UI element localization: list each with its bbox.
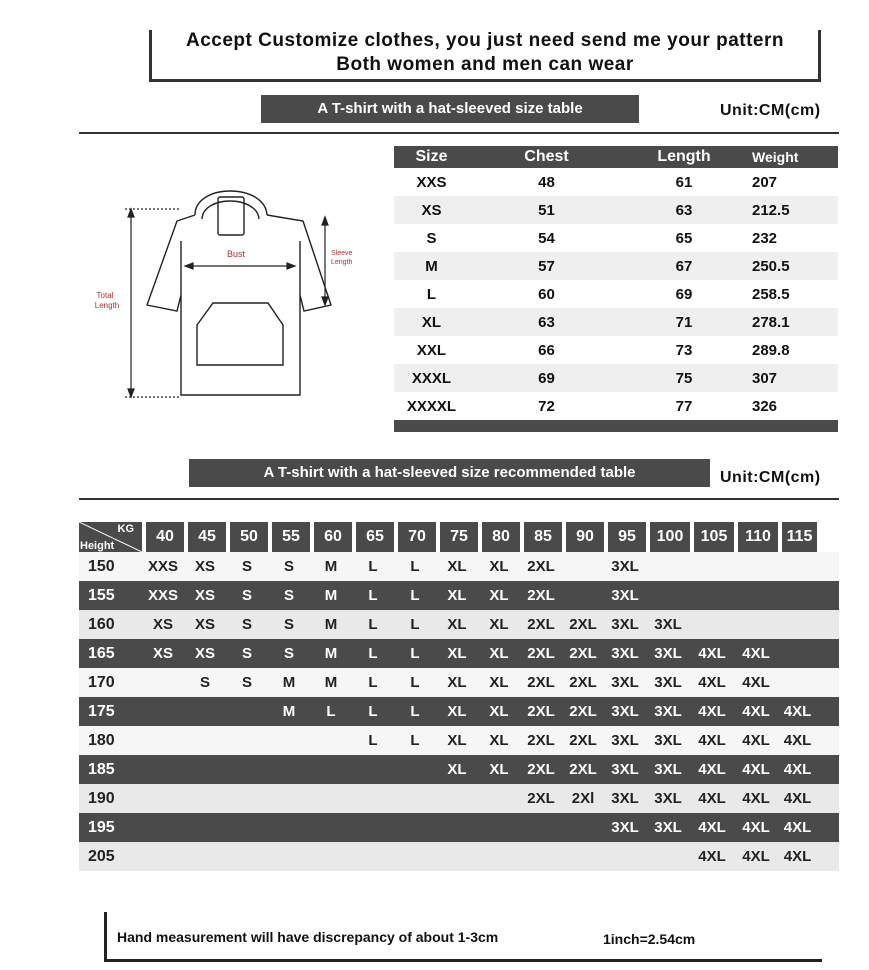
length-cell: 77 (675, 397, 693, 415)
size-cell: S (241, 558, 252, 575)
header-line-2: Both women and men can wear (336, 54, 634, 75)
height-cell: 175 (88, 702, 115, 720)
divider (79, 132, 839, 134)
size-row (394, 336, 838, 364)
size-cell: XXS (147, 587, 178, 604)
kg-header-cell: 55 (268, 522, 310, 552)
bust-label: Bust (226, 249, 246, 259)
header-box (149, 30, 821, 82)
size-cell: XL (421, 313, 442, 331)
height-cell: 180 (88, 731, 115, 749)
size-cell: XL (489, 587, 509, 604)
size-cell: 4XL (742, 819, 770, 836)
size-cell: XS (194, 645, 215, 662)
size-cell: 3XL (654, 790, 682, 807)
size-cell: XL (447, 703, 467, 720)
size-cell: 3XL (611, 616, 639, 633)
kg-header-cell: 75 (436, 522, 478, 552)
size-cell: XS (194, 587, 215, 604)
total-length-label-1: Total (96, 291, 114, 300)
size-cell: 4XL (783, 819, 812, 836)
size-cell: 4XL (698, 645, 726, 662)
size-cell: L (410, 674, 420, 691)
length-cell: 73 (675, 341, 693, 359)
kg-header-cell: 105 (690, 522, 734, 552)
length-cell: 61 (675, 173, 693, 191)
size-cell: 2XL (527, 587, 555, 604)
chest-cell: 72 (538, 397, 555, 415)
size-cell: XXS (416, 173, 447, 191)
length-cell: 71 (675, 313, 693, 331)
size-cell: M (324, 558, 338, 575)
size-cell: 4XL (698, 674, 726, 691)
size-table-footer-bar (394, 420, 838, 432)
size-cell: 2Xl (571, 790, 595, 807)
size-cell: L (426, 285, 437, 303)
weight-cell: 232 (752, 229, 778, 247)
height-label: Height (80, 540, 115, 552)
size-cell: M (282, 703, 296, 720)
size-cell: 4XL (698, 819, 726, 836)
size-cell: XL (489, 616, 509, 633)
size-cell: XL (489, 674, 509, 691)
size-cell: S (426, 229, 437, 247)
size-cell: S (283, 645, 294, 662)
sleeve-label-1: Sleeve (331, 250, 353, 257)
size-cell: 3XL (654, 761, 682, 778)
size-cell: XL (447, 732, 467, 749)
size-cell: L (368, 587, 378, 604)
size-cell: XL (489, 645, 509, 662)
size-cell: 4XL (742, 674, 770, 691)
size-cell: 4XL (698, 848, 726, 865)
size-cell: L (410, 616, 420, 633)
size-cell: 3XL (654, 703, 682, 720)
chest-cell: 57 (538, 257, 555, 275)
size-cell: 2XL (569, 761, 597, 778)
height-cell: 205 (88, 847, 115, 865)
size-cell: M (425, 257, 438, 275)
size-cell: 2XL (527, 674, 555, 691)
measurement-note: Hand measurement will have discrepancy of about 1-3cm (117, 929, 499, 945)
rec-table-title: A T-shirt with a hat-sleeved size recommended table (189, 459, 710, 487)
footer-box (104, 912, 822, 962)
sleeve-label-2: Length (331, 259, 353, 266)
size-row (394, 252, 838, 280)
size-cell: M (324, 645, 338, 662)
size-cell: L (410, 645, 420, 662)
size-cell: L (326, 703, 336, 720)
size-table-title: A T-shirt with a hat-sleeved size table (261, 95, 639, 123)
length-cell: 75 (675, 369, 693, 387)
size-cell: S (241, 674, 252, 691)
weight-cell: 307 (752, 369, 778, 387)
size-cell: L (368, 645, 378, 662)
size-cell: 3XL (654, 819, 682, 836)
weight-cell: 258.5 (752, 285, 790, 303)
weight-cell: 278.1 (752, 313, 790, 331)
size-cell: XL (489, 732, 509, 749)
size-cell: 4XL (742, 645, 770, 662)
size-cell: XS (421, 201, 442, 219)
col-chest-header: Chest (524, 148, 569, 165)
rec-table-row (79, 552, 839, 581)
chest-cell: 66 (538, 341, 555, 359)
total-length-label-2: Length (94, 301, 120, 310)
kg-header-cell: 95 (604, 522, 646, 552)
size-row (394, 280, 838, 308)
chest-cell: 51 (538, 201, 555, 219)
size-row (394, 392, 838, 420)
size-cell: 2XL (527, 703, 555, 720)
height-cell: 195 (88, 818, 115, 836)
size-cell: L (410, 732, 420, 749)
size-cell: 4XL (698, 790, 726, 807)
size-row (394, 196, 838, 224)
size-cell: 4XL (742, 732, 770, 749)
size-cell: 3XL (611, 587, 639, 604)
size-cell: XS (194, 616, 215, 633)
size-cell: S (241, 587, 252, 604)
size-cell: 3XL (611, 703, 639, 720)
rec-table-row (79, 755, 839, 784)
size-cell: XL (489, 703, 509, 720)
size-cell: 2XL (569, 674, 597, 691)
recommended-table (79, 522, 839, 871)
rec-table-row (79, 581, 839, 610)
size-cell: L (368, 703, 378, 720)
size-cell: 2XL (569, 645, 597, 662)
size-cell: XL (447, 558, 467, 575)
divider (79, 498, 839, 500)
size-cell: 4XL (783, 848, 812, 865)
kg-header-cell: 90 (562, 522, 604, 552)
size-cell: 2XL (527, 761, 555, 778)
kg-header-cell: 80 (478, 522, 520, 552)
kg-header-cell: 65 (352, 522, 394, 552)
size-cell: XL (489, 761, 509, 778)
kg-header-cell: 40 (142, 522, 184, 552)
size-cell: XXL (416, 341, 447, 359)
size-row (394, 364, 838, 392)
size-cell: XXXL (411, 369, 452, 387)
col-size-header: Size (415, 148, 448, 165)
header-line-1: Accept Customize clothes, you just need send me your pattern (185, 30, 784, 51)
length-cell: 65 (675, 229, 693, 247)
size-cell: M (324, 674, 338, 691)
rec-unit-label: Unit:CM(cm) (720, 469, 821, 486)
col-length-header: Length (657, 148, 711, 165)
size-cell: 2XL (527, 645, 555, 662)
size-cell: L (410, 703, 420, 720)
kg-header-cell: 110 (734, 522, 778, 552)
size-row (394, 308, 838, 336)
size-cell: XL (447, 761, 467, 778)
kg-header-cell: 60 (310, 522, 352, 552)
size-cell: XS (152, 616, 173, 633)
weight-cell: 207 (752, 173, 778, 191)
rec-table-header (79, 522, 839, 552)
size-cell: 3XL (654, 616, 682, 633)
kg-label: KG (117, 523, 134, 535)
size-cell: 2XL (569, 703, 597, 720)
length-cell: 69 (675, 285, 693, 303)
height-cell: 160 (88, 615, 115, 633)
rec-table-row (79, 610, 839, 639)
chest-cell: 69 (538, 369, 555, 387)
size-cell: 3XL (611, 645, 639, 662)
size-cell: XL (447, 587, 467, 604)
kg-header-cell: 115 (778, 522, 817, 552)
size-cell: XL (489, 558, 509, 575)
length-cell: 67 (675, 257, 693, 275)
height-cell: 190 (88, 789, 115, 807)
rec-table-row (79, 842, 839, 871)
height-cell: 155 (88, 586, 115, 604)
chest-cell: 54 (538, 229, 555, 247)
rec-table-row (79, 813, 839, 842)
hoodie-diagram (85, 175, 375, 405)
size-cell: 3XL (611, 819, 639, 836)
size-cell: 2XL (527, 558, 555, 575)
size-cell: L (410, 587, 420, 604)
rec-table-row (79, 726, 839, 755)
size-cell: 2XL (569, 616, 597, 633)
height-cell: 150 (88, 557, 115, 575)
size-cell: XL (447, 616, 467, 633)
rec-table-row (79, 639, 839, 668)
height-cell: 185 (88, 760, 115, 778)
size-cell: XS (152, 645, 173, 662)
kg-header-cell: 100 (646, 522, 690, 552)
weight-cell: 250.5 (752, 257, 790, 275)
size-cell: 3XL (654, 674, 682, 691)
weight-cell: 326 (752, 397, 778, 415)
size-cell: M (324, 616, 338, 633)
size-cell: 4XL (783, 790, 812, 807)
size-cell: XL (447, 645, 467, 662)
size-cell: XXXXL (406, 397, 457, 415)
size-cell: S (283, 558, 294, 575)
size-cell: 4XL (783, 703, 812, 720)
height-cell: 170 (88, 673, 115, 691)
size-cell: S (241, 616, 252, 633)
rec-table-row (79, 668, 839, 697)
size-cell: 3XL (654, 732, 682, 749)
size-cell: 3XL (611, 761, 639, 778)
size-cell: 4XL (783, 761, 812, 778)
size-cell: 2XL (569, 732, 597, 749)
size-cell: 4XL (742, 703, 770, 720)
size-cell: S (199, 674, 210, 691)
size-cell: L (410, 558, 420, 575)
size-cell: L (368, 674, 378, 691)
weight-cell: 212.5 (752, 201, 790, 219)
header-corner (79, 522, 142, 552)
size-cell: S (283, 616, 294, 633)
kg-header-cell: 50 (226, 522, 268, 552)
size-cell: L (368, 558, 378, 575)
chest-cell: 48 (538, 173, 555, 191)
size-cell: S (283, 587, 294, 604)
weight-cell: 289.8 (752, 341, 790, 359)
height-cell: 165 (88, 644, 115, 662)
size-cell: L (368, 616, 378, 633)
size-cell: 2XL (527, 790, 555, 807)
size-cell: 4XL (742, 790, 770, 807)
size-cell: 4XL (783, 732, 812, 749)
col-weight-header: Weight (752, 149, 799, 165)
chest-cell: 60 (538, 285, 555, 303)
size-cell: 2XL (527, 732, 555, 749)
size-cell: XS (194, 558, 215, 575)
size-cell: S (241, 645, 252, 662)
size-cell: 2XL (527, 616, 555, 633)
size-cell: 3XL (611, 790, 639, 807)
size-table (394, 146, 838, 432)
size-cell: L (368, 732, 378, 749)
size-cell: 4XL (698, 703, 726, 720)
size-cell: XXS (147, 558, 178, 575)
chest-cell: 63 (538, 313, 555, 331)
size-cell: 3XL (611, 558, 639, 575)
size-unit-label: Unit:CM(cm) (720, 102, 821, 119)
size-cell: 3XL (654, 645, 682, 662)
inch-conversion: 1inch=2.54cm (603, 931, 696, 947)
size-row (394, 168, 838, 196)
size-cell: XL (447, 674, 467, 691)
rec-table-row (79, 784, 839, 813)
kg-header-cell: 45 (184, 522, 226, 552)
size-cell: M (324, 587, 338, 604)
size-cell: M (282, 674, 296, 691)
size-cell: 4XL (698, 732, 726, 749)
rec-table-row (79, 697, 839, 726)
size-table-header (394, 146, 838, 168)
size-cell: 4XL (698, 761, 726, 778)
size-cell: 3XL (611, 674, 639, 691)
size-cell: 4XL (742, 761, 770, 778)
size-cell: 4XL (742, 848, 770, 865)
kg-header-cell: 70 (394, 522, 436, 552)
size-row (394, 224, 838, 252)
kg-header-cell: 85 (520, 522, 562, 552)
size-cell: 3XL (611, 732, 639, 749)
length-cell: 63 (675, 201, 693, 219)
